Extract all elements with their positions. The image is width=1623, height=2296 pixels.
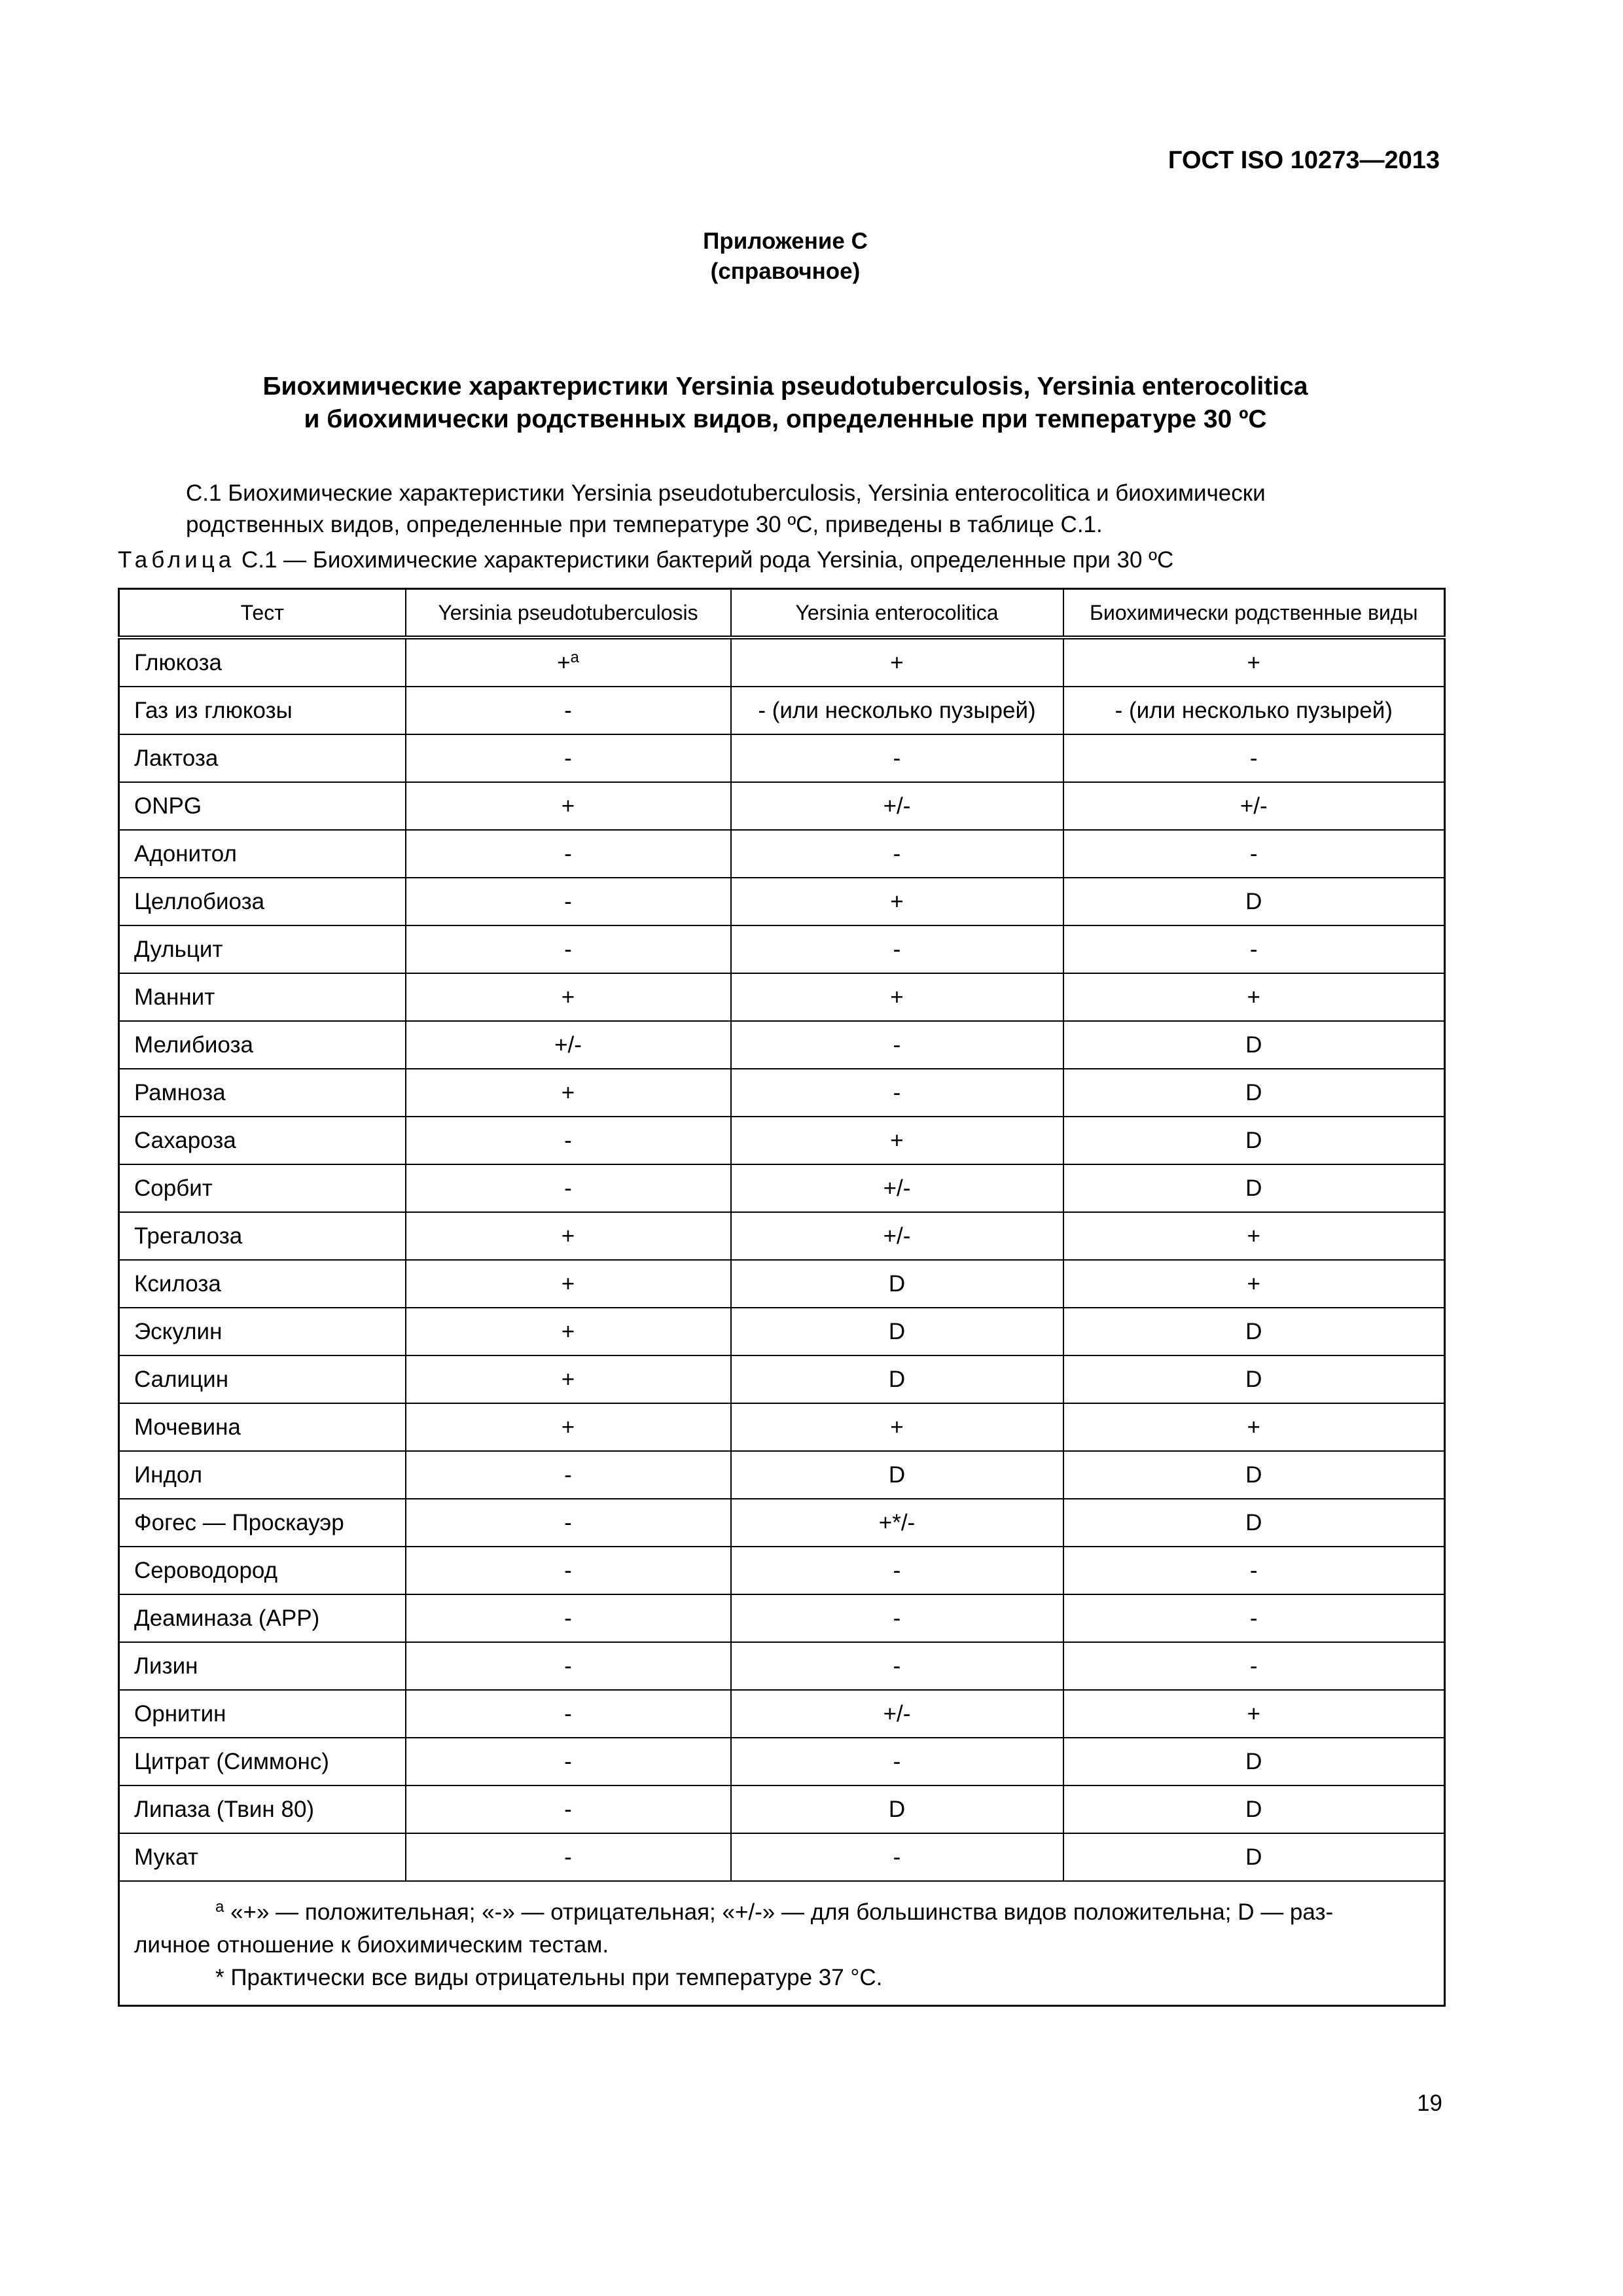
value-enterocolitica: -: [731, 734, 1063, 782]
header-pseudotuberculosis: Yersinia pseudotuberculosis: [406, 589, 731, 638]
value-pseudotuberculosis: +: [406, 973, 731, 1021]
table-caption: [118, 545, 1173, 576]
table-row: [119, 1451, 1445, 1499]
heading-line-2: и биохимически родственных видов, определенные при температуре 30 ºС: [304, 405, 1267, 433]
footnote-star: * Практически все виды отрицательны при температуре 37 °С.: [215, 1965, 883, 1990]
test-name: Адонитол: [119, 830, 406, 878]
footnote-a-text-1: «+» — положительная; «-» — отрицательная; «+/-» — для большинства видов положительна; D — раз-: [224, 1899, 1334, 1925]
table-notes-row: [119, 1881, 1445, 2006]
table-row: [119, 925, 1445, 973]
test-name: Липаза (Твин 80): [119, 1785, 406, 1833]
table-notes: [119, 1881, 1445, 2006]
intro-paragraph: [186, 478, 1442, 541]
value-text: +: [557, 649, 571, 675]
value-related-species: D: [1063, 1833, 1445, 1881]
value-related-species: +: [1063, 637, 1445, 687]
value-enterocolitica: +*/-: [731, 1499, 1063, 1547]
page-number: 19: [1417, 2090, 1442, 2116]
value-related-species: -: [1063, 925, 1445, 973]
test-name: Глюкоза: [119, 637, 406, 687]
test-name: Маннит: [119, 973, 406, 1021]
test-name: Цитрат (Симмонс): [119, 1738, 406, 1785]
table-row: [119, 1403, 1445, 1451]
test-name: Ксилоза: [119, 1260, 406, 1308]
value-pseudotuberculosis: +/-: [406, 1021, 731, 1069]
value-related-species: -: [1063, 1547, 1445, 1594]
value-enterocolitica: -: [731, 1021, 1063, 1069]
test-name: Газ из глюкозы: [119, 687, 406, 734]
document-code: ГОСТ ISO 10273—2013: [1168, 147, 1440, 174]
test-name: Лизин: [119, 1642, 406, 1690]
test-name: Лактоза: [119, 734, 406, 782]
footnote-marker: a: [570, 648, 579, 666]
test-name: Мукат: [119, 1833, 406, 1881]
value-enterocolitica: +/-: [731, 782, 1063, 830]
value-pseudotuberculosis: -: [406, 1117, 731, 1164]
value-pseudotuberculosis: -: [406, 1594, 731, 1642]
value-enterocolitica: D: [731, 1785, 1063, 1833]
value-pseudotuberculosis: -: [406, 1833, 731, 1881]
table-row: [119, 1499, 1445, 1547]
value-related-species: D: [1063, 878, 1445, 925]
footnote-a: [134, 1896, 1429, 1929]
table-caption-text: С.1 — Биохимические характеристики бактерий рода Yersinia, определенные при 30 ºС: [235, 547, 1174, 573]
value-pseudotuberculosis: +: [406, 1403, 731, 1451]
value-enterocolitica: -: [731, 830, 1063, 878]
value-enterocolitica: +: [731, 973, 1063, 1021]
table-row: [119, 830, 1445, 878]
table-row: [119, 973, 1445, 1021]
value-related-species: -: [1063, 830, 1445, 878]
heading-line-1: Биохимические характеристики Yersinia pseudotuberculosis, Yersinia enterocolitica: [262, 372, 1308, 401]
test-name: Рамноза: [119, 1069, 406, 1117]
table-row: [119, 1833, 1445, 1881]
header-enterocolitica: Yersinia enterocolitica: [731, 589, 1063, 638]
annex-main-heading: [0, 370, 1571, 436]
table-row: [119, 1594, 1445, 1642]
test-name: Орнитин: [119, 1690, 406, 1738]
value-related-species: -: [1063, 734, 1445, 782]
value-pseudotuberculosis: -: [406, 1547, 731, 1594]
value-pseudotuberculosis: +: [406, 1260, 731, 1308]
value-enterocolitica: -: [731, 1069, 1063, 1117]
value-related-species: D: [1063, 1785, 1445, 1833]
value-enterocolitica: D: [731, 1451, 1063, 1499]
value-enterocolitica: +: [731, 878, 1063, 925]
table-row: [119, 687, 1445, 734]
test-name: Целлобиоза: [119, 878, 406, 925]
value-pseudotuberculosis: -: [406, 1785, 731, 1833]
test-name: Деаминаза (АРР): [119, 1594, 406, 1642]
table-row: [119, 1785, 1445, 1833]
footnote-a-text-2: личное отношение к биохимическим тестам.: [134, 1932, 609, 1958]
value-pseudotuberculosis: -: [406, 830, 731, 878]
table-row: [119, 637, 1445, 687]
value-enterocolitica: -: [731, 925, 1063, 973]
header-test: Тест: [119, 589, 406, 638]
test-name: ONPG: [119, 782, 406, 830]
test-name: Салицин: [119, 1355, 406, 1403]
annex-type: (справочное): [710, 259, 861, 284]
value-enterocolitica: +/-: [731, 1212, 1063, 1260]
value-related-species: D: [1063, 1738, 1445, 1785]
value-enterocolitica: +/-: [731, 1690, 1063, 1738]
value-enterocolitica: D: [731, 1308, 1063, 1355]
value-related-species: +: [1063, 1690, 1445, 1738]
annex-title: Приложение С: [703, 228, 868, 254]
table-row: [119, 1021, 1445, 1069]
table-row: [119, 1117, 1445, 1164]
value-related-species: D: [1063, 1499, 1445, 1547]
value-enterocolitica: -: [731, 1547, 1063, 1594]
value-pseudotuberculosis: -: [406, 734, 731, 782]
value-pseudotuberculosis: +: [406, 1069, 731, 1117]
table-row: [119, 1547, 1445, 1594]
test-name: Мелибиоза: [119, 1021, 406, 1069]
value-related-species: -: [1063, 1642, 1445, 1690]
value-pseudotuberculosis: -: [406, 1164, 731, 1212]
table-caption-label: Таблица: [118, 547, 236, 573]
table-row: [119, 1164, 1445, 1212]
table-row: [119, 734, 1445, 782]
header-related-species: Биохимически родственные виды: [1063, 589, 1445, 638]
test-name: Дульцит: [119, 925, 406, 973]
annex-heading: [0, 226, 1571, 287]
footnote-a-marker: a: [215, 1898, 224, 1916]
value-pseudotuberculosis: -: [406, 687, 731, 734]
test-name: Мочевина: [119, 1403, 406, 1451]
value-pseudotuberculosis: +: [406, 782, 731, 830]
test-name: Фогес — Проскауэр: [119, 1499, 406, 1547]
value-related-species: D: [1063, 1021, 1445, 1069]
value-related-species: D: [1063, 1308, 1445, 1355]
test-name: Сорбит: [119, 1164, 406, 1212]
table-row: [119, 1642, 1445, 1690]
table-header-row: [119, 589, 1445, 638]
value-related-species: D: [1063, 1164, 1445, 1212]
test-name: Индол: [119, 1451, 406, 1499]
table-row: [119, 1308, 1445, 1355]
value-related-species: D: [1063, 1069, 1445, 1117]
paragraph-line-1: С.1 Биохимические характеристики Yersinia pseudotuberculosis, Yersinia enterocolitica и биохимически: [186, 480, 1266, 506]
table-row: [119, 1069, 1445, 1117]
value-enterocolitica: -: [731, 1594, 1063, 1642]
value-enterocolitica: -: [731, 1738, 1063, 1785]
value-pseudotuberculosis: -: [406, 1451, 731, 1499]
value-enterocolitica: +: [731, 1117, 1063, 1164]
value-related-species: D: [1063, 1355, 1445, 1403]
value-enterocolitica: +/-: [731, 1164, 1063, 1212]
test-name: Эскулин: [119, 1308, 406, 1355]
table-row: [119, 782, 1445, 830]
value-pseudotuberculosis: -: [406, 1690, 731, 1738]
value-related-species: - (или несколько пузырей): [1063, 687, 1445, 734]
value-related-species: +: [1063, 1212, 1445, 1260]
value-enterocolitica: -: [731, 1642, 1063, 1690]
value-pseudotuberculosis: +: [406, 1212, 731, 1260]
value-pseudotuberculosis: +: [406, 1355, 731, 1403]
value-enterocolitica: -: [731, 1833, 1063, 1881]
test-name: Трегалоза: [119, 1212, 406, 1260]
value-related-species: +: [1063, 1260, 1445, 1308]
value-enterocolitica: +: [731, 1403, 1063, 1451]
value-pseudotuberculosis: -: [406, 1499, 731, 1547]
test-name: Сахароза: [119, 1117, 406, 1164]
table-row: [119, 1738, 1445, 1785]
value-enterocolitica: D: [731, 1260, 1063, 1308]
test-name: Сероводород: [119, 1547, 406, 1594]
value-pseudotuberculosis: -: [406, 1738, 731, 1785]
value-related-species: D: [1063, 1117, 1445, 1164]
value-related-species: -: [1063, 1594, 1445, 1642]
value-related-species: D: [1063, 1451, 1445, 1499]
table-row: [119, 1212, 1445, 1260]
value-pseudotuberculosis: -: [406, 1642, 731, 1690]
value-related-species: +: [1063, 973, 1445, 1021]
table-row: [119, 1355, 1445, 1403]
table-row: [119, 1690, 1445, 1738]
paragraph-line-2: родственных видов, определенные при температуре 30 ºС, приведены в таблице С.1.: [186, 512, 1103, 537]
value-enterocolitica: +: [731, 637, 1063, 687]
value-related-species: +: [1063, 1403, 1445, 1451]
table-row: [119, 1260, 1445, 1308]
value-pseudotuberculosis: +: [406, 1308, 731, 1355]
value-enterocolitica: D: [731, 1355, 1063, 1403]
value-pseudotuberculosis: [406, 637, 731, 687]
value-pseudotuberculosis: -: [406, 925, 731, 973]
value-pseudotuberculosis: -: [406, 878, 731, 925]
characteristics-table: [118, 588, 1446, 2007]
table-row: [119, 878, 1445, 925]
value-related-species: +/-: [1063, 782, 1445, 830]
value-enterocolitica: - (или несколько пузырей): [731, 687, 1063, 734]
